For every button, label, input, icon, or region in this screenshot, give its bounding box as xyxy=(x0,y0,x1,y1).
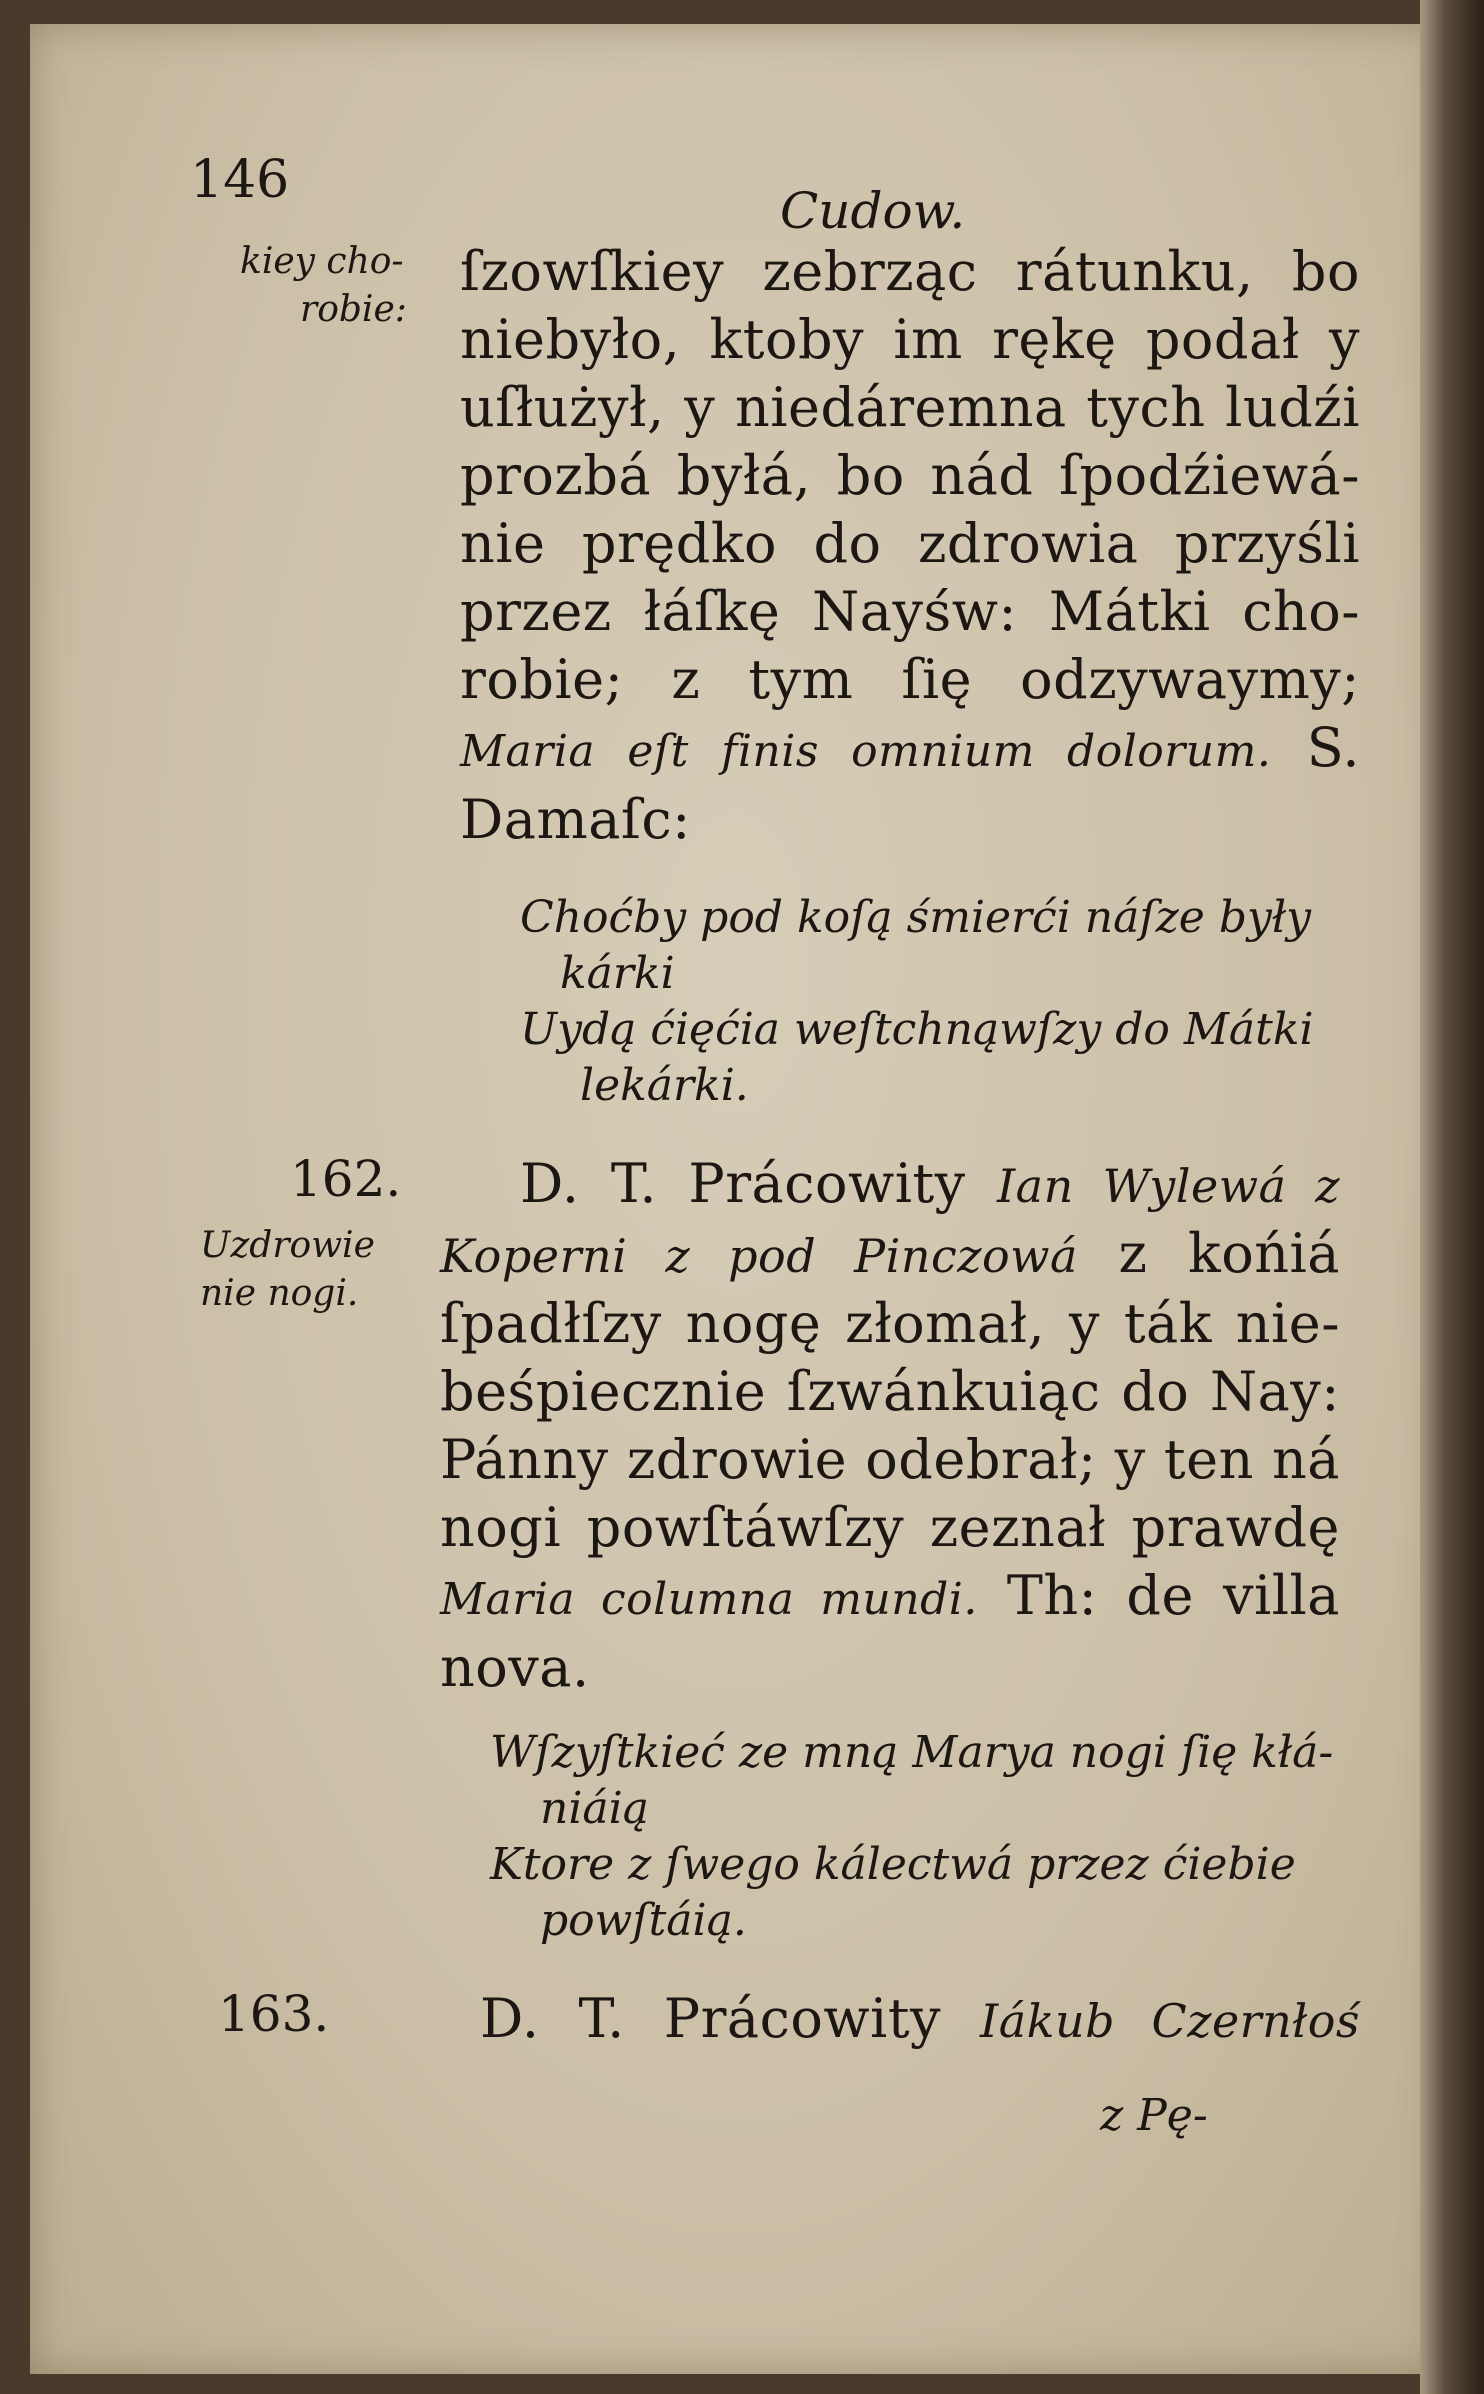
margin-note-line: nie nogi. xyxy=(200,1273,359,1314)
text-line xyxy=(440,1220,1340,1290)
verse-1 xyxy=(520,890,1340,1114)
text-line: beśpiecznie ſzwánkuiąc do Nay: xyxy=(440,1360,1340,1423)
margin-note-1 xyxy=(240,238,407,334)
text-line xyxy=(440,1562,1340,1634)
margin-note-line: Uzdrowie xyxy=(200,1225,375,1266)
verse-line: powſtáią. xyxy=(540,1895,747,1946)
entry-number-162: 162. xyxy=(290,1150,402,1208)
paragraph-162 xyxy=(440,1150,1340,1702)
person-name: Ian Wylewá z xyxy=(997,1159,1340,1213)
text-line xyxy=(480,1985,1360,2055)
place-name: Koperni z pod Pinczowá xyxy=(440,1229,1078,1283)
text-line: Pánny zdrowie odebrał; y ten ná xyxy=(440,1428,1340,1491)
running-title: Cudow. xyxy=(780,182,966,240)
verse-line: Wſzyſtkieć ze mną Marya nogi ſię kłá- xyxy=(490,1727,1334,1778)
margin-note-2 xyxy=(200,1222,375,1318)
verse-line: Choćby pod koſą śmierći náſze były xyxy=(520,892,1311,943)
text-line: nogi powſtáwſzy zeznał prawdę xyxy=(440,1496,1340,1559)
verse-2 xyxy=(490,1725,1340,1949)
verse-line: niáią xyxy=(540,1783,649,1834)
catchword: z Pę- xyxy=(1100,2090,1208,2141)
text-line: robie; z tym ſię odzywaymy; xyxy=(460,648,1360,711)
text-line: przez łáſkę Nayśw: Mátki cho- xyxy=(460,580,1360,643)
text-line: nie prędko do zdrowia przyśli xyxy=(460,512,1360,575)
verse-line: Uydą ćięćia weſtchnąwſzy do Mátki xyxy=(520,1004,1314,1055)
text-line xyxy=(460,714,1360,786)
latin-quote: Maria eſt finis omnium dolorum. xyxy=(460,726,1272,777)
latin-quote: Maria columna mundi. xyxy=(440,1574,978,1625)
person-name: Iákub Czernłoś xyxy=(980,1994,1360,2048)
entry-intro: D. T. Prácowity xyxy=(480,1987,942,2050)
verse-line: Ktore z ſwego kálectwá przez ćiebie xyxy=(490,1839,1296,1890)
text-line: ſpadłſzy nogę złomał, y ták nie- xyxy=(440,1292,1340,1355)
text-line: uſłużył, y niedáremna tych ludźi xyxy=(460,376,1360,439)
verse-line: lekárki. xyxy=(580,1060,749,1111)
entry-number-163: 163. xyxy=(218,1985,330,2043)
page-number: 146 xyxy=(190,150,290,210)
paragraph-161 xyxy=(460,238,1360,854)
margin-note-line: robie: xyxy=(300,289,407,330)
text-line: Damaſc: xyxy=(460,788,691,851)
text-line: nova. xyxy=(440,1636,590,1699)
text-line: niebyło, ktoby im rękę podał y xyxy=(460,308,1360,371)
citation: S. xyxy=(1306,716,1360,779)
text-fragment: z końiá xyxy=(1118,1222,1340,1285)
book-spine xyxy=(1420,0,1484,2394)
paragraph-163 xyxy=(480,1985,1360,2055)
text-line xyxy=(440,1150,1340,1220)
verse-line: kárki xyxy=(560,948,675,999)
text-line: ſzowſkiey zebrząc rátunku, bo xyxy=(460,240,1360,303)
citation: Th: de villa xyxy=(1006,1564,1340,1627)
entry-intro: D. T. Prácowity xyxy=(520,1152,966,1215)
text-line: prozbá byłá, bo nád ſpodźiewá- xyxy=(460,444,1360,507)
margin-note-line: kiey cho- xyxy=(240,241,404,282)
